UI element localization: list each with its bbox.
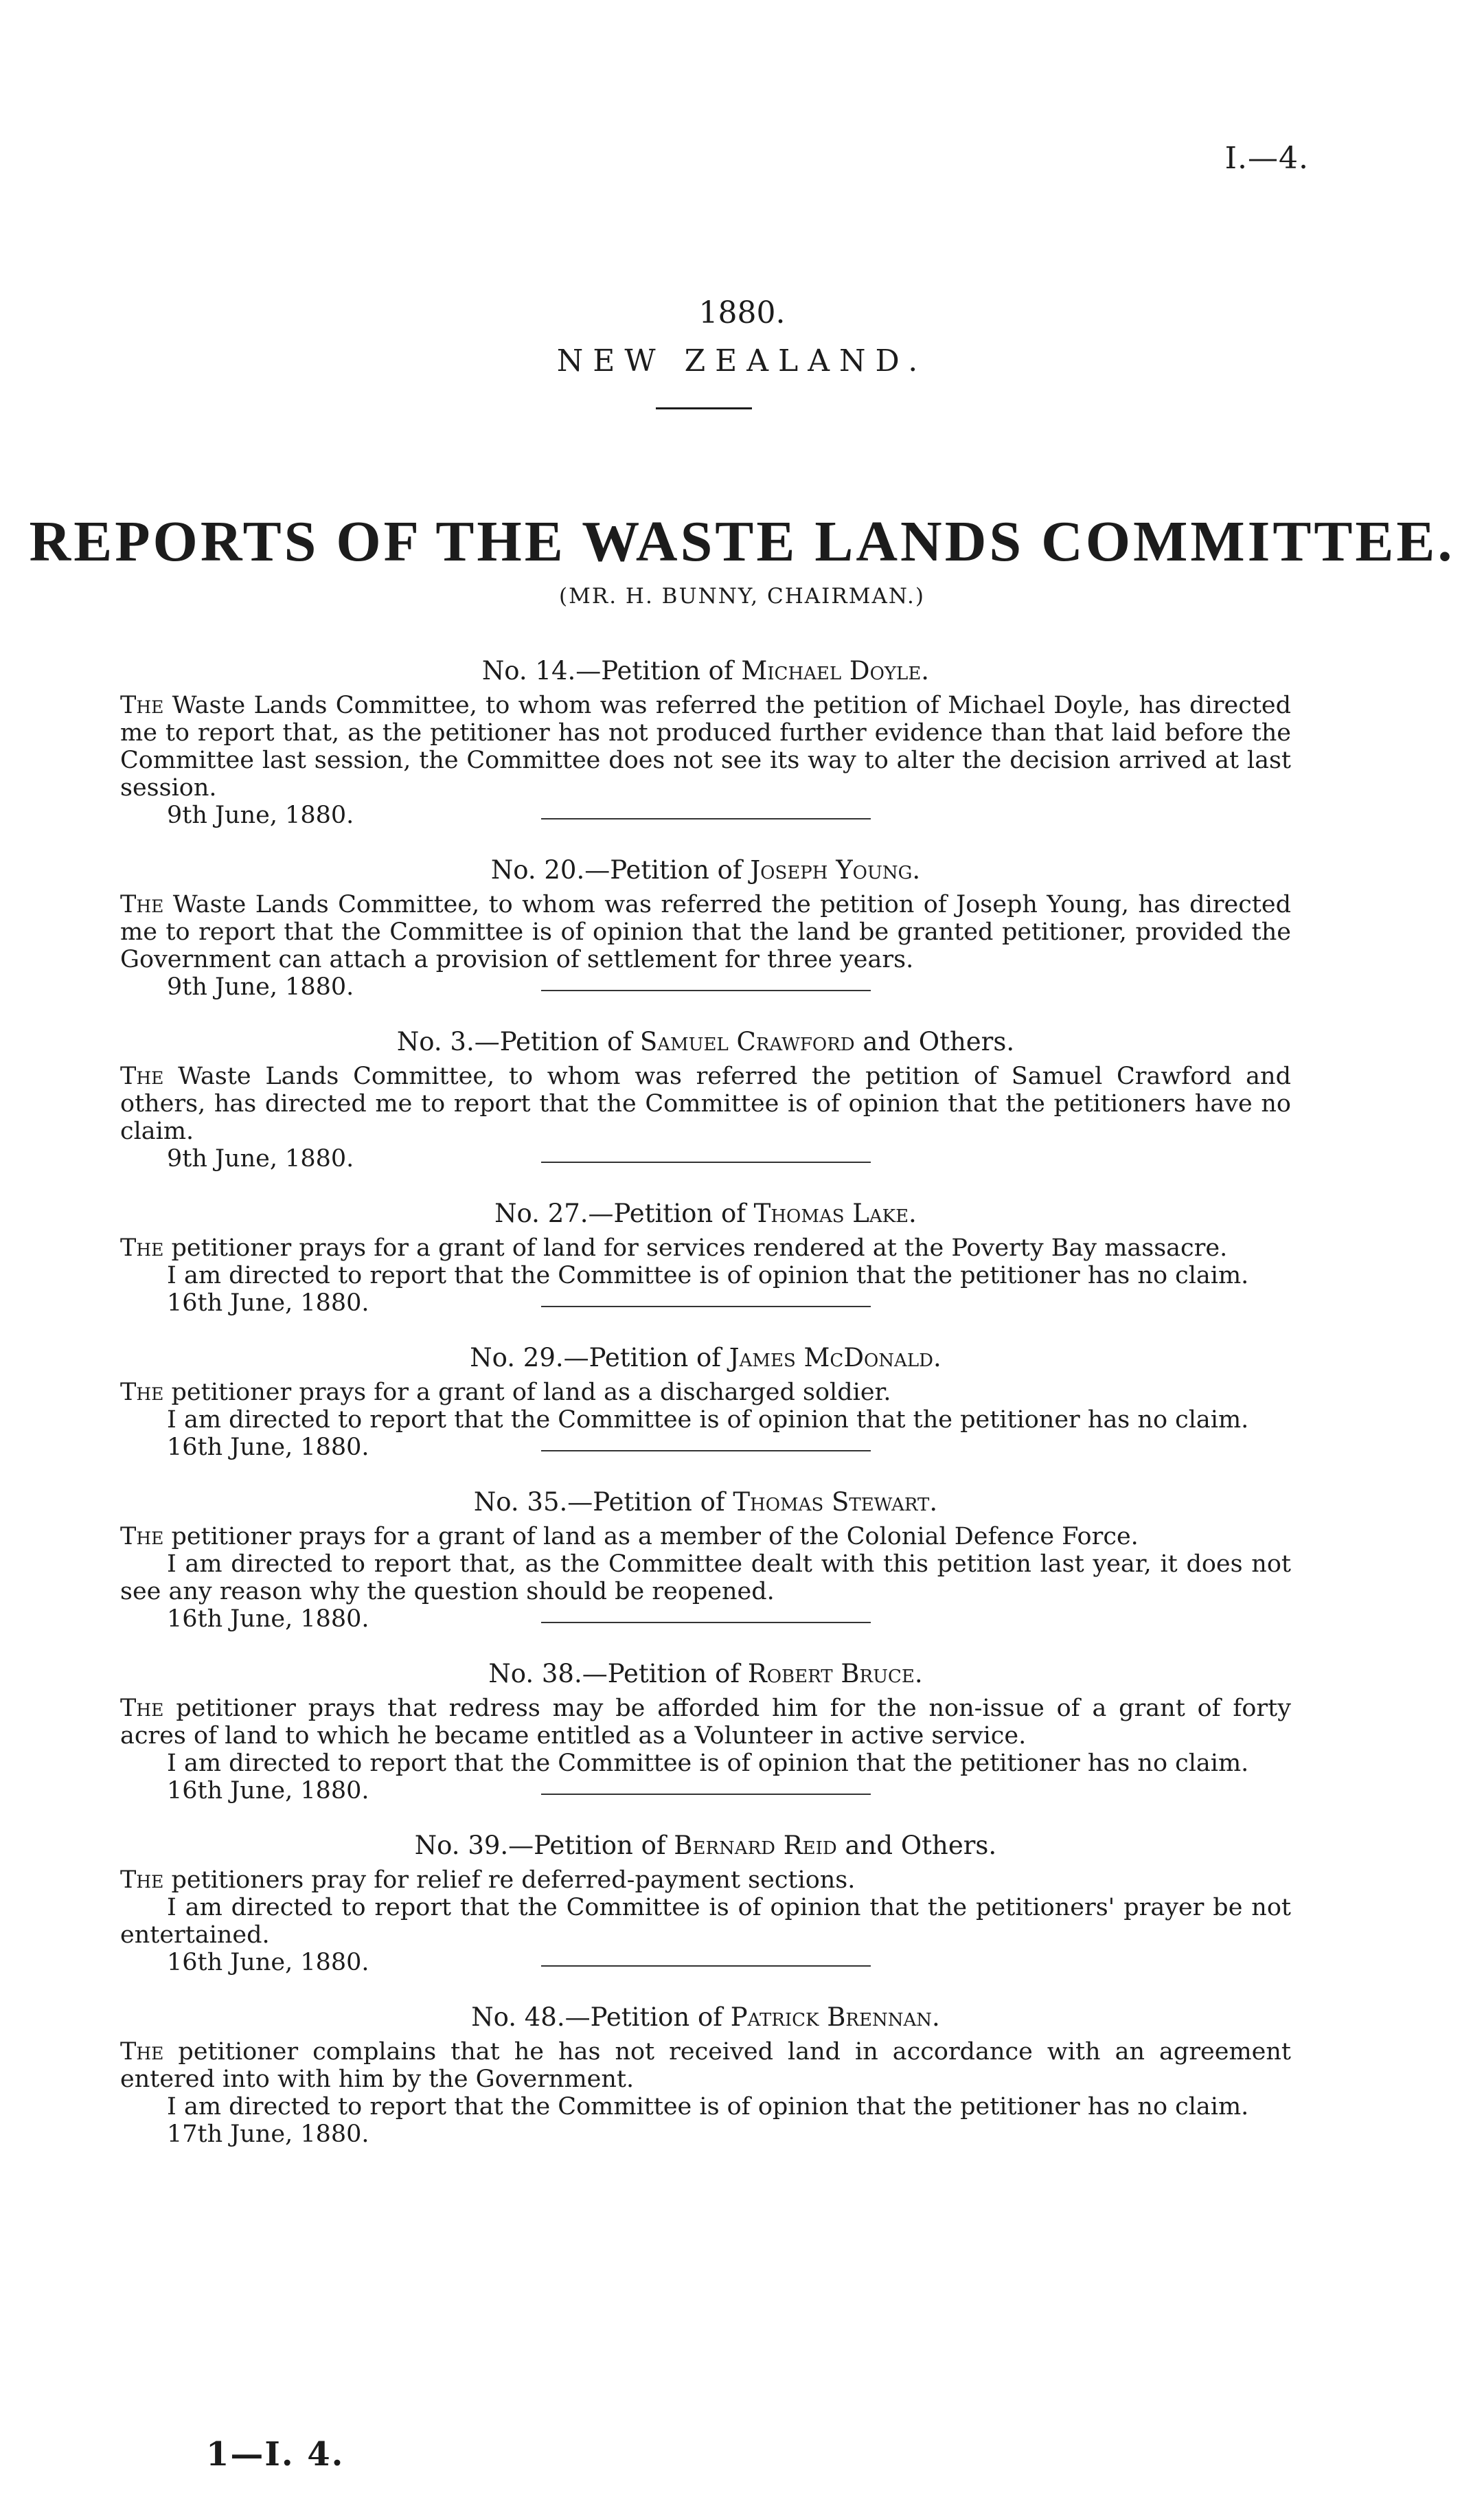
document-country: NEW ZEALAND. xyxy=(556,343,928,378)
report-paragraph xyxy=(120,1406,1291,1434)
entry-divider xyxy=(541,1965,871,1967)
paragraph-lead-word: The xyxy=(120,1695,164,1722)
report-paragraph xyxy=(120,2038,1291,2093)
petition-number: No. 48.—Petition of xyxy=(471,2002,731,2032)
entry-divider xyxy=(541,990,871,991)
petition-entry xyxy=(120,855,1291,1001)
paragraph-text: Waste Lands Committee, to whom was referred the petition of Joseph Young, has directed me to report that the Committee is of opinion that the land be granted petitioner, provided the Government can attach a provision of settlement for three years. xyxy=(120,891,1291,973)
petition-heading xyxy=(120,1199,1291,1229)
paragraph-text: I am directed to report that the Committee is of opinion that the petitioner has no claim. xyxy=(167,1750,1249,1777)
paragraph-text: I am directed to report that the Committee is of opinion that the petitioner has no claim. xyxy=(167,1406,1249,1434)
petition-number: No. 3.—Petition of xyxy=(396,1027,640,1056)
paragraph-lead-word: The xyxy=(120,1063,164,1090)
page-identifier: I.—4. xyxy=(1224,141,1309,176)
petition-entry xyxy=(120,1831,1291,1976)
petition-heading xyxy=(120,1027,1291,1057)
report-paragraph xyxy=(120,1894,1291,1949)
petition-number: No. 35.—Petition of xyxy=(473,1487,733,1517)
paragraph-text: I am directed to report that the Committee is of opinion that the petitioners' prayer be not entertained. xyxy=(120,1894,1291,1949)
petition-list xyxy=(120,656,1291,2148)
paragraph-lead-word: The xyxy=(120,1523,164,1550)
petition-heading xyxy=(120,1659,1291,1689)
paragraph-text: petitioner prays for a grant of land as a member of the Colonial Defence Force. xyxy=(163,1523,1139,1550)
paragraph-text: petitioner prays for a grant of land as a discharged soldier. xyxy=(163,1379,891,1406)
report-date: 16th June, 1880. xyxy=(167,1949,369,1976)
paragraph-lead-word: The xyxy=(120,1234,164,1262)
petition-entry xyxy=(120,2002,1291,2148)
entry-divider xyxy=(541,1622,871,1623)
report-paragraph xyxy=(120,1550,1291,1605)
petition-entry xyxy=(120,1487,1291,1633)
petition-heading xyxy=(120,1487,1291,1517)
entry-divider xyxy=(541,1162,871,1163)
paragraph-text: petitioner prays that redress may be afforded him for the non-issue of a grant of forty acres of land to which he became entitled as a Volunteer in active service. xyxy=(120,1695,1291,1750)
petition-entry xyxy=(120,1199,1291,1317)
report-paragraph xyxy=(120,1523,1291,1550)
paragraph-text: petitioner complains that he has not received land in accordance with an agreement entered into with him by the Government. xyxy=(120,2038,1291,2093)
paragraph-lead-word: The xyxy=(120,1866,164,1894)
petition-number: No. 38.—Petition of xyxy=(488,1659,748,1688)
paragraph-text: I am directed to report that the Committee is of opinion that the petitioner has no claim. xyxy=(167,2093,1249,2121)
petition-heading xyxy=(120,855,1291,885)
report-paragraph xyxy=(120,1234,1291,1262)
report-paragraph xyxy=(120,1866,1291,1894)
petitioner-name: James McDonald. xyxy=(729,1343,941,1372)
petition-number: No. 39.—Petition of xyxy=(414,1831,674,1860)
paragraph-text: petitioner prays for a grant of land for services rendered at the Poverty Bay massacre. xyxy=(163,1234,1228,1262)
petitioner-name: Thomas Stewart. xyxy=(733,1487,938,1517)
report-date: 16th June, 1880. xyxy=(167,1289,369,1317)
report-paragraph xyxy=(120,1695,1291,1750)
petitioner-name: Joseph Young. xyxy=(750,855,921,885)
document-year: 1880. xyxy=(698,295,786,330)
entry-divider xyxy=(541,1794,871,1795)
petitioner-name: Michael Doyle. xyxy=(741,656,930,686)
page-title: REPORTS OF THE WASTE LANDS COMMITTEE. xyxy=(29,510,1455,574)
footer-signature-mark: 1—I. 4. xyxy=(206,2435,345,2474)
paragraph-lead-word: The xyxy=(120,2038,164,2066)
petition-number: No. 14.—Petition of xyxy=(481,656,742,686)
petition-entry xyxy=(120,656,1291,829)
petition-heading-suffix: and Others. xyxy=(854,1027,1015,1056)
petitioner-name: Samuel Crawford xyxy=(639,1027,855,1056)
report-date: 9th June, 1880. xyxy=(167,1145,354,1173)
report-paragraph xyxy=(120,891,1291,973)
report-date: 16th June, 1880. xyxy=(167,1434,369,1461)
page-subtitle: (MR. H. BUNNY, CHAIRMAN.) xyxy=(559,584,925,609)
petitioner-name: Thomas Lake. xyxy=(753,1199,917,1228)
paragraph-text: I am directed to report that, as the Committee dealt with this petition last year, it does not see any reason why the question should be reopened. xyxy=(120,1550,1291,1605)
paragraph-text: petitioners pray for relief re deferred-payment sections. xyxy=(163,1866,856,1894)
paragraph-text: Waste Lands Committee, to whom was referred the petition of Samuel Crawford and others, has directed me to report that the Committee is of opinion that the petitioners have no claim. xyxy=(120,1063,1291,1145)
report-date: 16th June, 1880. xyxy=(167,1777,369,1805)
petition-heading xyxy=(120,1343,1291,1373)
report-date: 16th June, 1880. xyxy=(167,1605,369,1633)
petition-entry xyxy=(120,1659,1291,1805)
report-date: 9th June, 1880. xyxy=(167,973,354,1001)
petition-number: No. 27.—Petition of xyxy=(494,1199,754,1228)
report-paragraph xyxy=(120,1262,1291,1289)
paragraph-lead-word: The xyxy=(120,1379,164,1406)
paragraph-text: Waste Lands Committee, to whom was referred the petition of Michael Doyle, has directed me to report that, as the petitioner has not produced further evidence than that laid before the Committee last session, the Committee does not see its way to alter the decision arrived at last session. xyxy=(120,692,1291,802)
entry-divider xyxy=(541,818,871,819)
petition-entry xyxy=(120,1343,1291,1461)
petitioner-name: Patrick Brennan. xyxy=(730,2002,940,2032)
petition-heading xyxy=(120,656,1291,686)
petition-heading xyxy=(120,2002,1291,2033)
paragraph-lead-word: The xyxy=(120,891,164,918)
petitioner-name: Bernard Reid xyxy=(674,1831,837,1860)
header-rule xyxy=(656,407,752,409)
report-paragraph xyxy=(120,1063,1291,1145)
petition-heading-suffix: and Others. xyxy=(836,1831,997,1860)
paragraph-text: I am directed to report that the Committee is of opinion that the petitioner has no claim. xyxy=(167,1262,1249,1289)
report-paragraph xyxy=(120,1379,1291,1406)
report-paragraph xyxy=(120,2093,1291,2121)
report-date: 9th June, 1880. xyxy=(167,802,354,829)
entry-divider xyxy=(541,1450,871,1451)
paragraph-lead-word: The xyxy=(120,692,164,719)
petition-number: No. 20.—Petition of xyxy=(490,855,751,885)
petitioner-name: Robert Bruce. xyxy=(747,1659,923,1688)
report-paragraph xyxy=(120,692,1291,802)
petition-heading xyxy=(120,1831,1291,1861)
report-paragraph xyxy=(120,1750,1291,1777)
entry-divider xyxy=(541,1306,871,1307)
petition-number: No. 29.—Petition of xyxy=(470,1343,729,1372)
report-date: 17th June, 1880. xyxy=(167,2121,369,2148)
petition-entry xyxy=(120,1027,1291,1173)
